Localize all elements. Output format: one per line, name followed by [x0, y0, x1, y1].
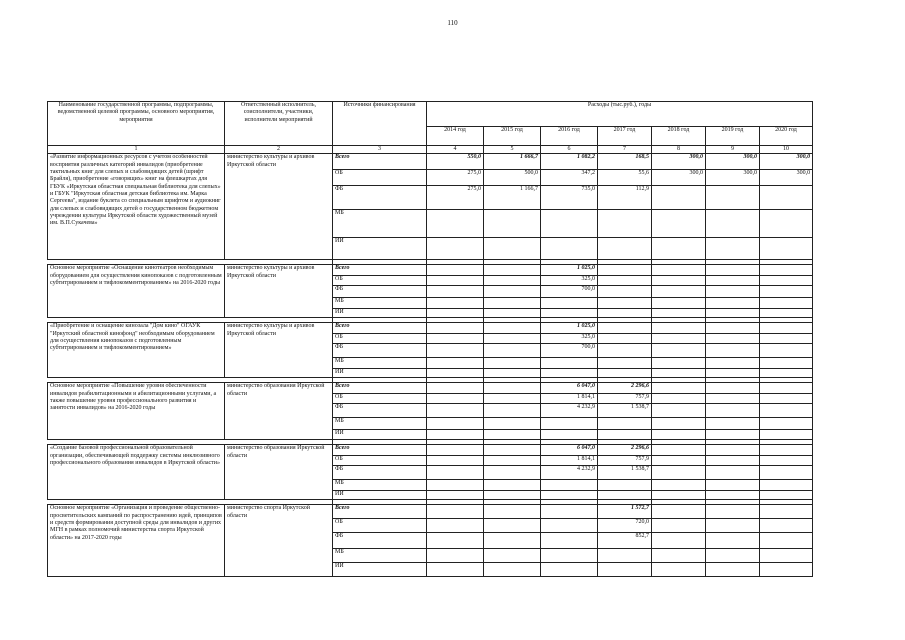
measure-name: Основное мероприятие «Повышение уровня обеспеченности инвалидов реабилитационными и абилитационными услугами, а также повышение уровня профессионального развития и занятости инвалидов» на 2016-2020 годы: [48, 383, 225, 440]
measure-executor: министерство культуры и архивов Иркутской области: [225, 154, 333, 260]
header-year: 2019 год: [706, 127, 760, 146]
expense-value: [652, 383, 706, 394]
expense-value: [706, 323, 760, 334]
funding-source: ОБ: [333, 456, 427, 466]
expense-value: 1 814,1: [541, 456, 598, 466]
expense-value: [484, 238, 541, 260]
expense-value: [706, 369, 760, 378]
expense-value: [598, 418, 652, 430]
funding-source: Всего: [333, 323, 427, 334]
expense-value: [760, 323, 813, 334]
expense-value: 757,9: [598, 394, 652, 404]
expense-value: [652, 334, 706, 344]
expense-value: [541, 358, 598, 369]
expense-value: [484, 466, 541, 480]
expense-value: 55,6: [598, 170, 652, 186]
expense-value: 852,7: [598, 533, 652, 549]
expense-value: [598, 369, 652, 378]
funding-source: ИИ: [333, 491, 427, 500]
expense-value: [427, 383, 484, 394]
expense-value: [598, 358, 652, 369]
expense-value: [652, 394, 706, 404]
expense-value: [427, 418, 484, 430]
expense-value: [760, 358, 813, 369]
expense-value: [484, 358, 541, 369]
expense-value: 1 025,0: [541, 323, 598, 334]
expense-value: [427, 276, 484, 286]
expense-value: 300,0: [652, 170, 706, 186]
expense-value: [760, 394, 813, 404]
column-number: 9: [706, 146, 760, 154]
expense-value: [484, 505, 541, 519]
expense-value: [652, 480, 706, 491]
expense-value: [427, 298, 484, 309]
expense-value: [541, 480, 598, 491]
expense-value: [652, 265, 706, 276]
table-row: [48, 154, 813, 170]
expense-value: [598, 323, 652, 334]
funding-source: ФБ: [333, 404, 427, 418]
expense-value: [760, 383, 813, 394]
expense-value: [427, 533, 484, 549]
expense-value: [484, 323, 541, 334]
expense-value: [427, 430, 484, 440]
measure-name: «Развитие информационных ресурсов с учетом особенностей восприятия различных категорий инвалидов (приобретение тактильных книг для слепых и слабовидящих детей (шрифт Брайля), приобретение «говорящих» книг на флешкартах для ГБУК «Иркутская областная специальная библиотека для слепых» и ГБУК "Иркутская областная детская библиотека им. Марка Сергеева", издание буклета со специальным шрифтом и аудиокниг для слепых и слабовидящих детей о государственном бюджетном учреждении культуры Иркутской области художественный музей им. В.П.Сукачева»: [48, 154, 225, 260]
expense-value: [541, 505, 598, 519]
expense-value: [760, 519, 813, 533]
expense-value: [484, 519, 541, 533]
expense-value: [427, 265, 484, 276]
header-year: 2018 год: [652, 127, 706, 146]
expense-value: [484, 445, 541, 456]
expense-value: [706, 533, 760, 549]
expense-value: [541, 210, 598, 238]
expense-value: [427, 466, 484, 480]
expense-value: 700,0: [541, 286, 598, 298]
expense-value: [427, 323, 484, 334]
funding-source: МБ: [333, 549, 427, 563]
expense-value: [598, 309, 652, 318]
expense-value: [706, 418, 760, 430]
header-year: 2016 год: [541, 127, 598, 146]
expense-value: [760, 276, 813, 286]
expense-value: [706, 519, 760, 533]
funding-source: ОБ: [333, 276, 427, 286]
table-body: [48, 154, 813, 577]
funding-source: ФБ: [333, 466, 427, 480]
funding-source: Всего: [333, 383, 427, 394]
column-number: 8: [652, 146, 706, 154]
measure-executor: министерство образования Иркутской области: [225, 383, 333, 440]
expense-value: [706, 505, 760, 519]
expense-value: [706, 404, 760, 418]
expense-value: 6 047,0: [541, 383, 598, 394]
expense-value: [706, 430, 760, 440]
expense-value: [652, 210, 706, 238]
expense-value: [760, 466, 813, 480]
funding-source: Всего: [333, 154, 427, 170]
expense-value: [652, 505, 706, 519]
expense-value: [484, 430, 541, 440]
page-number: 110: [447, 19, 458, 27]
expense-value: [427, 445, 484, 456]
expense-value: 275,0: [427, 170, 484, 186]
expense-value: [652, 238, 706, 260]
expense-value: 1 166,7: [484, 186, 541, 210]
expense-value: [760, 418, 813, 430]
expense-value: [541, 418, 598, 430]
expense-value: [760, 286, 813, 298]
funding-source: МБ: [333, 358, 427, 369]
expense-value: [484, 563, 541, 577]
funding-source: ФБ: [333, 533, 427, 549]
expense-value: 325,0: [541, 334, 598, 344]
expense-value: [760, 549, 813, 563]
expense-value: 1 572,7: [598, 505, 652, 519]
expense-value: [484, 404, 541, 418]
expense-value: [598, 276, 652, 286]
expense-value: [652, 369, 706, 378]
expense-value: 1 082,2: [541, 154, 598, 170]
expense-value: [598, 265, 652, 276]
expense-value: [427, 480, 484, 491]
expense-value: [652, 276, 706, 286]
funding-source: ФБ: [333, 186, 427, 210]
header-year: 2015 год: [484, 127, 541, 146]
expense-value: [706, 549, 760, 563]
funding-source: ИИ: [333, 238, 427, 260]
expense-value: 1 538,7: [598, 404, 652, 418]
expense-value: [706, 491, 760, 500]
expense-value: 1 814,1: [541, 394, 598, 404]
funding-source: МБ: [333, 298, 427, 309]
expense-value: [760, 265, 813, 276]
column-number: 7: [598, 146, 652, 154]
expense-value: 300,0: [652, 154, 706, 170]
funding-source: МБ: [333, 480, 427, 491]
expense-value: 275,0: [427, 186, 484, 210]
funding-source: ИИ: [333, 309, 427, 318]
expense-value: [484, 418, 541, 430]
expense-value: [541, 298, 598, 309]
expense-value: [706, 265, 760, 276]
expense-value: [484, 298, 541, 309]
expense-value: [652, 404, 706, 418]
header-row: [48, 102, 813, 127]
expense-value: [541, 533, 598, 549]
expense-value: 300,0: [706, 170, 760, 186]
expense-value: [652, 418, 706, 430]
expense-value: [652, 309, 706, 318]
expense-value: [484, 334, 541, 344]
column-number: 2: [225, 146, 333, 154]
expense-value: [427, 344, 484, 358]
expense-value: [598, 344, 652, 358]
expense-value: [706, 344, 760, 358]
expense-value: [706, 466, 760, 480]
column-number: 4: [427, 146, 484, 154]
expense-value: [484, 309, 541, 318]
measure-executor: министерство культуры и архивов Иркутской области: [225, 265, 333, 318]
expense-value: 757,9: [598, 456, 652, 466]
expense-value: [760, 344, 813, 358]
expense-value: [706, 563, 760, 577]
expense-value: [706, 298, 760, 309]
expenses-table: [47, 101, 813, 577]
column-number: 10: [760, 146, 813, 154]
column-number: 5: [484, 146, 541, 154]
column-numbers-row: [48, 146, 813, 154]
expense-value: [760, 456, 813, 466]
expense-value: [541, 369, 598, 378]
expense-value: [484, 369, 541, 378]
expense-value: [706, 394, 760, 404]
funding-source: ФБ: [333, 344, 427, 358]
funding-source: МБ: [333, 210, 427, 238]
header-year: 2020 год: [760, 127, 813, 146]
header-name: Наименование государственной программы, подпрограммы, ведомственной целевой программы, основного мероприятия, мероприятия: [48, 102, 225, 146]
expense-value: 1 538,7: [598, 466, 652, 480]
expense-value: [484, 480, 541, 491]
expense-value: [760, 210, 813, 238]
expense-value: [598, 549, 652, 563]
expense-value: [484, 210, 541, 238]
funding-source: Всего: [333, 265, 427, 276]
expense-value: [760, 480, 813, 491]
expense-value: 2 296,6: [598, 445, 652, 456]
expense-value: [541, 563, 598, 577]
expense-value: [598, 286, 652, 298]
expense-value: [598, 430, 652, 440]
funding-source: ОБ: [333, 394, 427, 404]
funding-source: ИИ: [333, 430, 427, 440]
expense-value: [598, 491, 652, 500]
expense-value: [760, 309, 813, 318]
table-row: [48, 445, 813, 456]
expense-value: [652, 344, 706, 358]
expense-value: [706, 445, 760, 456]
expense-value: [427, 238, 484, 260]
expense-value: [541, 309, 598, 318]
expense-value: [652, 286, 706, 298]
expense-value: [427, 549, 484, 563]
expense-value: [484, 394, 541, 404]
expense-value: 1 666,7: [484, 154, 541, 170]
expense-value: [652, 519, 706, 533]
funding-source: ОБ: [333, 170, 427, 186]
expense-value: [652, 456, 706, 466]
table-row: [48, 383, 813, 394]
expense-value: [541, 519, 598, 533]
expense-value: [484, 383, 541, 394]
expense-value: [706, 383, 760, 394]
expense-value: [706, 309, 760, 318]
expense-value: [706, 358, 760, 369]
expense-value: [652, 563, 706, 577]
funding-source: МБ: [333, 418, 427, 430]
expense-value: [427, 404, 484, 418]
expense-value: [427, 563, 484, 577]
expense-value: [760, 404, 813, 418]
expense-value: [541, 238, 598, 260]
expense-value: [541, 430, 598, 440]
expense-value: 2 296,6: [598, 383, 652, 394]
expense-value: [760, 430, 813, 440]
expense-value: [652, 186, 706, 210]
expense-value: [427, 369, 484, 378]
expense-value: [427, 491, 484, 500]
expense-value: [760, 563, 813, 577]
expense-value: [484, 344, 541, 358]
expense-value: [706, 456, 760, 466]
expense-value: [652, 491, 706, 500]
expense-value: 4 232,9: [541, 404, 598, 418]
expense-value: 347,2: [541, 170, 598, 186]
expense-value: 112,9: [598, 186, 652, 210]
expense-value: [760, 334, 813, 344]
funding-source: ОБ: [333, 334, 427, 344]
expense-value: 300,0: [760, 154, 813, 170]
header-year: 2014 год: [427, 127, 484, 146]
funding-source: ОБ: [333, 519, 427, 533]
expense-value: [652, 358, 706, 369]
expense-value: [598, 563, 652, 577]
expense-value: 1 025,0: [541, 265, 598, 276]
expense-value: [760, 186, 813, 210]
expense-value: [427, 519, 484, 533]
expense-value: [484, 276, 541, 286]
expense-value: [484, 265, 541, 276]
expense-value: [652, 323, 706, 334]
expense-value: [760, 505, 813, 519]
expense-value: [706, 276, 760, 286]
expense-value: [427, 210, 484, 238]
funding-source: ФБ: [333, 286, 427, 298]
expense-value: [484, 549, 541, 563]
measure-name: Основное мероприятие «Организация и проведение общественно-просветительских кампаний по распространению идей, принципов и средств формирования доступной среды для инвалидов и других МГН в рамках полномочий министерства спорта Иркутской области» на 2017-2020 годы: [48, 505, 225, 577]
header-year: 2017 год: [598, 127, 652, 146]
funding-source: Всего: [333, 505, 427, 519]
measure-executor: министерство культуры и архивов Иркутской области: [225, 323, 333, 378]
expense-value: [541, 491, 598, 500]
expense-value: [427, 334, 484, 344]
measure-executor: министерство спорта Иркутской области: [225, 505, 333, 577]
header-source: Источники финансирования: [333, 102, 427, 146]
column-number: 1: [48, 146, 225, 154]
expense-value: [484, 456, 541, 466]
expense-value: [652, 533, 706, 549]
header-expenses: Расходы (тыс.руб.), годы: [427, 102, 813, 127]
funding-source: ИИ: [333, 369, 427, 378]
expense-value: [427, 394, 484, 404]
expense-value: [598, 210, 652, 238]
expense-value: [706, 286, 760, 298]
expense-value: 300,0: [706, 154, 760, 170]
expense-value: [484, 533, 541, 549]
expense-value: 735,0: [541, 186, 598, 210]
expense-value: [760, 238, 813, 260]
expense-value: [760, 298, 813, 309]
expense-value: 300,0: [760, 170, 813, 186]
expense-value: [652, 445, 706, 456]
table-row: [48, 265, 813, 276]
expense-value: [427, 456, 484, 466]
expense-value: 325,0: [541, 276, 598, 286]
measure-name: Основное мероприятие «Оснащение кинотеатров необходимым оборудованием для осуществления кинопоказов с подготовленным субтитрированием и тифлокомментированием» на 2016-2020 годы: [48, 265, 225, 318]
expense-value: 720,0: [598, 519, 652, 533]
expense-value: [427, 505, 484, 519]
expense-value: [652, 466, 706, 480]
expense-value: [598, 298, 652, 309]
expense-value: [652, 430, 706, 440]
expense-value: [427, 286, 484, 298]
expense-value: [427, 309, 484, 318]
column-number: 3: [333, 146, 427, 154]
expense-value: 6 047,0: [541, 445, 598, 456]
expense-value: 550,0: [427, 154, 484, 170]
expense-value: [598, 238, 652, 260]
column-number: 6: [541, 146, 598, 154]
expense-value: [427, 358, 484, 369]
expense-value: [652, 549, 706, 563]
table-row: [48, 323, 813, 334]
measure-name: «Создание базовой профессиональной образовательной организации, обеспечивающей поддержку системы инклюзивного профессионального образования инвалидов в Иркутской области»: [48, 445, 225, 500]
funding-source: Всего: [333, 445, 427, 456]
expense-value: 700,0: [541, 344, 598, 358]
expense-value: [598, 480, 652, 491]
expense-value: [706, 210, 760, 238]
expense-value: [598, 334, 652, 344]
expense-value: [760, 491, 813, 500]
expense-value: [706, 334, 760, 344]
expense-value: [484, 286, 541, 298]
expense-value: [706, 238, 760, 260]
expense-value: [760, 533, 813, 549]
expense-value: [706, 480, 760, 491]
expense-value: 4 232,9: [541, 466, 598, 480]
header-executor: Ответственный исполнитель, соисполнители, участники, исполнители мероприятий: [225, 102, 333, 146]
expense-value: 168,5: [598, 154, 652, 170]
expense-value: [652, 298, 706, 309]
expense-value: 500,0: [484, 170, 541, 186]
table-row: [48, 505, 813, 519]
expense-value: [541, 549, 598, 563]
expense-value: [760, 445, 813, 456]
funding-source: ИИ: [333, 563, 427, 577]
expense-value: [706, 186, 760, 210]
measure-executor: министерство образования Иркутской области: [225, 445, 333, 500]
measure-name: «Приобретение и оснащение кинозала "Дом кино" ОГАУК "Иркутский областной кинофонд" необходимым оборудованием для осуществления кинопоказов с подготовленным субтитрированием и тифлокомментированием»: [48, 323, 225, 378]
expense-value: [760, 369, 813, 378]
expense-value: [484, 491, 541, 500]
